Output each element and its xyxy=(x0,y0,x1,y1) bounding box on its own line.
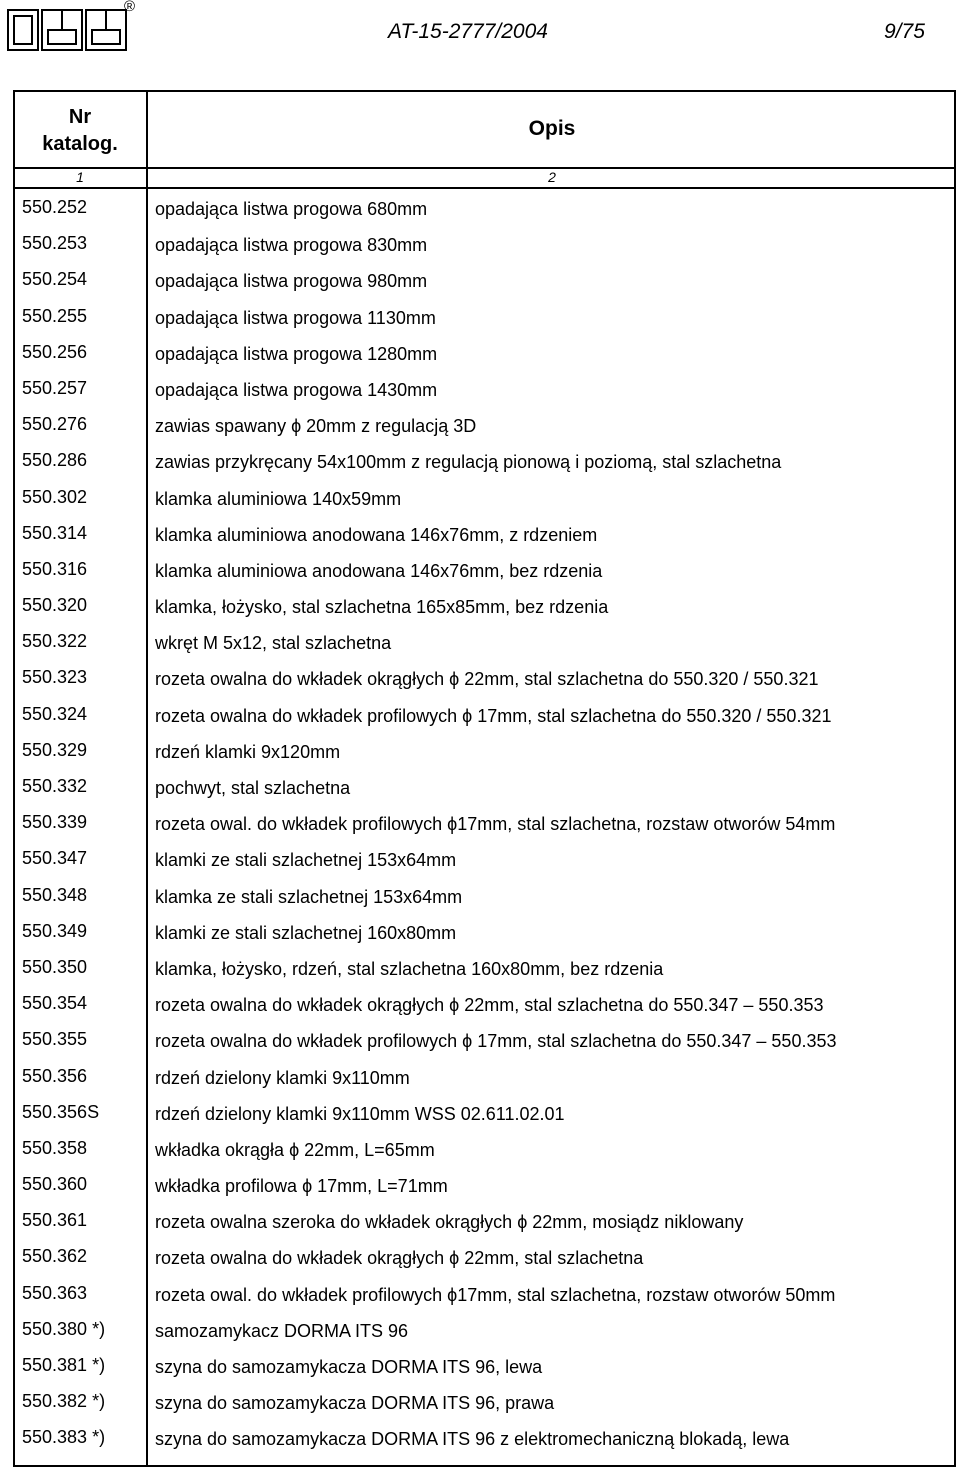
catalog-number: 550.324 xyxy=(22,703,88,724)
table-row xyxy=(0,776,960,812)
item-description: samozamykacz DORMA ITS 96 xyxy=(155,1320,409,1341)
page-number: 9/75 xyxy=(884,20,925,43)
table-row xyxy=(0,1174,960,1210)
catalog-number: 550.255 xyxy=(22,305,88,326)
catalog-number: 550.382 *) xyxy=(22,1391,106,1412)
table-row xyxy=(0,1427,960,1463)
item-description: rozeta owalna do wkładek profilowych ϕ 17mm, stal szlachetna do 550.320 / 550.321 xyxy=(155,705,832,726)
table-row xyxy=(0,1138,960,1174)
catalog-number: 550.380 *) xyxy=(22,1318,106,1339)
item-description: rozeta owalna do wkładek okrągłych ϕ 22mm, stal szlachetna do 550.347 – 550.353 xyxy=(155,995,824,1016)
numbering-divider xyxy=(13,187,956,189)
table-row xyxy=(0,631,960,667)
table-row xyxy=(0,1355,960,1391)
catalog-number: 550.360 xyxy=(22,1174,88,1195)
table-body xyxy=(0,197,960,1464)
table-row xyxy=(0,993,960,1029)
table-row xyxy=(0,1210,960,1246)
catalog-number: 550.363 xyxy=(22,1282,88,1303)
table-row xyxy=(0,342,960,378)
table-row xyxy=(0,1029,960,1065)
table-row xyxy=(0,1391,960,1427)
column-header-catalog-line2: katalog. xyxy=(42,133,118,155)
catalog-number: 550.253 xyxy=(22,233,88,254)
catalog-number: 550.332 xyxy=(22,776,88,796)
page-header xyxy=(0,0,960,70)
catalog-number: 550.320 xyxy=(22,595,88,616)
catalog-number: 550.256 xyxy=(22,341,88,362)
catalog-number: 550.356 xyxy=(22,1065,88,1086)
catalog-number: 550.286 xyxy=(22,450,88,471)
table-row xyxy=(0,269,960,305)
itb-logo-icon xyxy=(6,4,134,54)
item-description: opadająca listwa progowa 830mm xyxy=(155,235,428,256)
item-description: opadająca listwa progowa 1430mm xyxy=(155,379,438,400)
table-row xyxy=(0,233,960,269)
catalog-number: 550.316 xyxy=(22,558,88,579)
table-row xyxy=(0,523,960,559)
table-row xyxy=(0,1319,960,1355)
item-description: wkładka profilowa ϕ 17mm, L=71mm xyxy=(155,1176,448,1197)
catalog-number: 550.362 xyxy=(22,1246,88,1267)
item-description: szyna do samozamykacza DORMA ITS 96 z elektromechaniczną blokadą, lewa xyxy=(155,1429,790,1450)
item-description: rdzeń dzielony klamki 9x110mm xyxy=(155,1067,410,1088)
table-row xyxy=(0,1102,960,1138)
table-row xyxy=(0,595,960,631)
catalog-number: 550.381 *) xyxy=(22,1355,106,1375)
catalog-number: 550.348 xyxy=(22,884,88,905)
catalog-number: 550.349 xyxy=(22,920,88,941)
item-description: opadająca listwa progowa 1130mm xyxy=(155,307,436,328)
item-description: klamka aluminiowa 140x59mm xyxy=(155,488,402,509)
table-row xyxy=(0,559,960,595)
table-row xyxy=(0,740,960,776)
table-row xyxy=(0,414,960,450)
item-description: rozeta owalna do wkładek okrągłych ϕ 22mm, stal szlachetna do 550.320 / 550.321 xyxy=(155,669,819,690)
column-header-description: Opis xyxy=(528,117,576,140)
item-description: klamka aluminiowa anodowana 146x76mm, z rdzeniem xyxy=(155,524,598,545)
table-row xyxy=(0,921,960,957)
item-description: wkładka okrągła ϕ 22mm, L=65mm xyxy=(155,1139,435,1160)
catalog-number: 550.254 xyxy=(22,269,88,290)
table-row xyxy=(0,667,960,703)
table-row xyxy=(0,1283,960,1319)
item-description: rozeta owalna do wkładek profilowych ϕ 17mm, stal szlachetna do 550.347 – 550.353 xyxy=(155,1031,837,1052)
table-row xyxy=(0,306,960,342)
column-header-catalog-line1: Nr xyxy=(68,106,92,128)
item-description: opadająca listwa progowa 680mm xyxy=(155,199,428,219)
item-description: klamka, łożysko, rdzeń, stal szlachetna 160x80mm, bez rdzenia xyxy=(155,958,664,979)
table-row xyxy=(0,197,960,233)
catalog-number: 550.350 xyxy=(22,956,88,977)
item-description: pochwyt, stal szlachetna xyxy=(155,778,351,798)
catalog-number: 550.314 xyxy=(22,522,88,543)
catalog-number: 550.358 xyxy=(22,1137,88,1158)
catalog-number: 550.383 *) xyxy=(22,1427,106,1448)
catalog-number: 550.361 xyxy=(22,1210,88,1231)
item-description: zawias spawany ϕ 20mm z regulacją 3D xyxy=(155,416,477,437)
item-description: rozeta owal. do wkładek profilowych ϕ17mm, stal szlachetna, rozstaw otworów 50mm xyxy=(155,1284,836,1305)
table-row xyxy=(0,450,960,486)
item-description: rdzeń dzielony klamki 9x110mm WSS 02.611.02.01 xyxy=(155,1103,565,1124)
catalog-number: 550.322 xyxy=(22,631,88,652)
table-row xyxy=(0,957,960,993)
table-row xyxy=(0,487,960,523)
item-description: szyna do samozamykacza DORMA ITS 96, prawa xyxy=(155,1393,555,1414)
item-description: zawias przykręcany 54x100mm z regulacją pionową i poziomą, stal szlachetna xyxy=(155,452,782,473)
registered-mark: ® xyxy=(124,0,136,15)
document-number: AT-15-2777/2004 xyxy=(388,20,548,43)
catalog-number: 550.356S xyxy=(22,1101,100,1122)
catalog-number: 550.276 xyxy=(22,414,88,435)
item-description: rozeta owalna do wkładek okrągłych ϕ 22mm, stal szlachetna xyxy=(155,1248,644,1269)
catalog-number: 550.339 xyxy=(22,812,88,833)
catalog-number: 550.257 xyxy=(22,377,88,398)
column-number-2: 2 xyxy=(548,169,556,185)
item-description: rdzeń klamki 9x120mm xyxy=(155,741,341,762)
item-description: rozeta owal. do wkładek profilowych ϕ17mm, stal szlachetna, rozstaw otworów 54mm xyxy=(155,814,836,835)
catalog-number: 550.252 xyxy=(22,197,88,217)
item-description: opadająca listwa progowa 980mm xyxy=(155,271,428,292)
item-description: klamka, łożysko, stal szlachetna 165x85mm, bez rdzenia xyxy=(155,597,609,618)
table-row xyxy=(0,1246,960,1282)
item-description: opadająca listwa progowa 1280mm xyxy=(155,343,438,364)
item-description: wkręt M 5x12, stal szlachetna xyxy=(155,633,392,654)
item-description: klamka aluminiowa anodowana 146x76mm, bez rdzenia xyxy=(155,560,603,581)
item-description: klamki ze stali szlachetnej 153x64mm xyxy=(155,850,457,871)
item-description: klamki ze stali szlachetnej 160x80mm xyxy=(155,922,457,943)
column-number-1: 1 xyxy=(76,169,84,185)
table-row xyxy=(0,1066,960,1102)
catalog-number: 550.329 xyxy=(22,739,88,760)
catalog-number: 550.347 xyxy=(22,848,88,869)
catalog-number: 550.355 xyxy=(22,1029,88,1050)
table-row xyxy=(0,704,960,740)
table-row xyxy=(0,378,960,414)
catalog-number: 550.354 xyxy=(22,993,88,1014)
table-row xyxy=(0,848,960,884)
catalog-number: 550.302 xyxy=(22,486,88,507)
item-description: klamka ze stali szlachetnej 153x64mm xyxy=(155,886,463,907)
catalog-number: 550.323 xyxy=(22,667,88,688)
table-row xyxy=(0,885,960,921)
table-row xyxy=(0,812,960,848)
item-description: rozeta owalna szeroka do wkładek okrągłych ϕ 22mm, mosiądz niklowany xyxy=(155,1212,744,1233)
column-header-catalog-number xyxy=(13,104,147,158)
item-description: szyna do samozamykacza DORMA ITS 96, lewa xyxy=(155,1357,543,1377)
